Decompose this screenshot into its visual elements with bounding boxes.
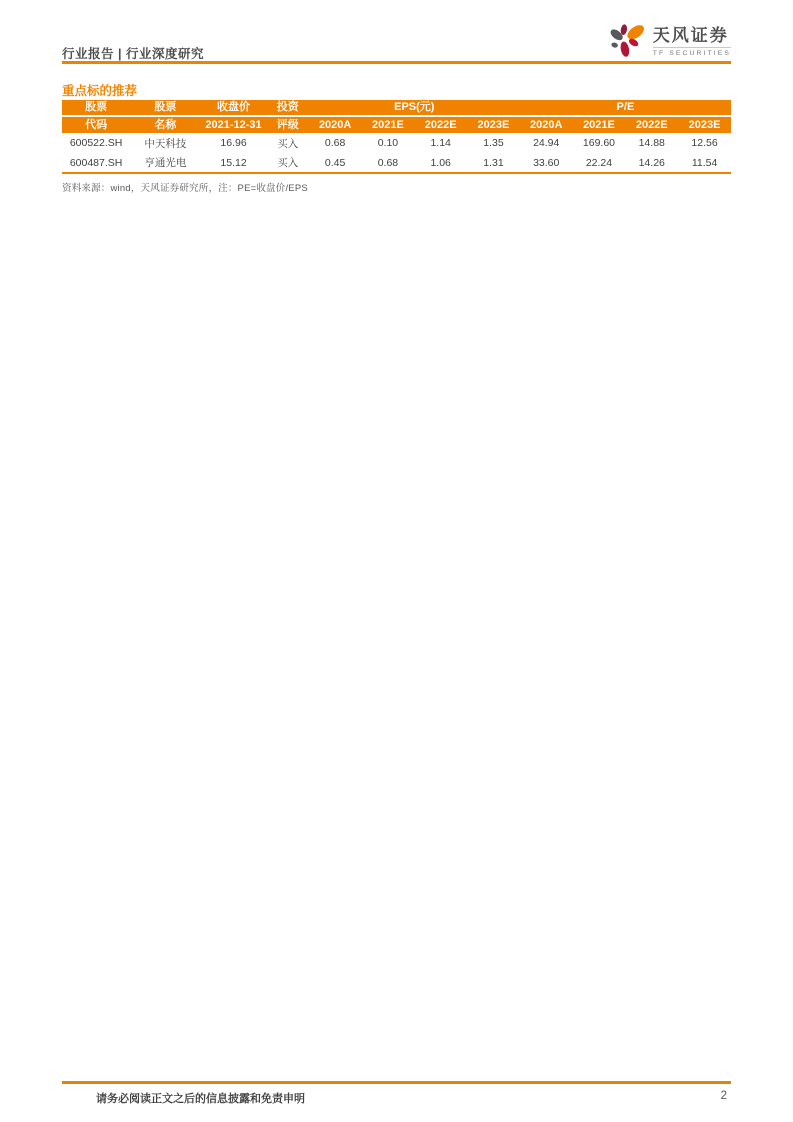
header-close-price-bottom: 2021-12-31	[200, 116, 266, 133]
cell-pe-2020a: 24.94	[520, 133, 573, 153]
cell-eps-2020a: 0.45	[309, 153, 362, 173]
table-header-row-top	[62, 100, 731, 116]
header-rating-bottom: 评级	[267, 116, 309, 133]
header-stock-name-bottom: 名称	[130, 116, 200, 133]
header-stock-code-bottom: 代码	[62, 116, 130, 133]
cell-rating: 买入	[267, 133, 309, 153]
cell-eps-2022e: 1.14	[414, 133, 467, 153]
section-title: 重点标的推荐	[62, 84, 138, 98]
header-eps-group: EPS(元)	[309, 100, 520, 116]
cell-pe-2021e: 169.60	[573, 133, 626, 153]
footer-disclaimer: 请务必阅读正文之后的信息披露和免责申明	[96, 1093, 305, 1105]
cell-stock-code: 600487.SH	[62, 153, 130, 173]
cell-stock-code: 600522.SH	[62, 133, 130, 153]
header-eps-2021e: 2021E	[362, 116, 415, 133]
header-eps-2022e: 2022E	[414, 116, 467, 133]
header-close-price-top: 收盘价	[200, 100, 266, 116]
recommendation-table-container	[62, 100, 731, 194]
header-pe-2023e: 2023E	[678, 116, 731, 133]
breadcrumb: 行业报告 | 行业深度研究	[62, 47, 204, 61]
cell-eps-2020a: 0.68	[309, 133, 362, 153]
table-header-row-bottom	[62, 116, 731, 133]
cell-close-price: 15.12	[200, 153, 266, 173]
tf-flower-icon	[610, 23, 647, 60]
cell-pe-2021e: 22.24	[573, 153, 626, 173]
table-row	[62, 133, 731, 153]
header-pe-group: P/E	[520, 100, 731, 116]
cell-stock-name: 亨通光电	[130, 153, 200, 173]
header-stock-code-top: 股票	[62, 100, 130, 116]
cell-stock-name: 中天科技	[130, 133, 200, 153]
header-stock-name-top: 股票	[130, 100, 200, 116]
header-rating-top: 投资	[267, 100, 309, 116]
cell-pe-2022e: 14.26	[625, 153, 678, 173]
cell-rating: 买入	[267, 153, 309, 173]
recommendation-table	[62, 100, 731, 174]
footer-divider-rule	[62, 1081, 731, 1084]
cell-pe-2020a: 33.60	[520, 153, 573, 173]
logo-text-block	[653, 26, 731, 56]
cell-eps-2022e: 1.06	[414, 153, 467, 173]
cell-eps-2023e: 1.31	[467, 153, 520, 173]
cell-eps-2021e: 0.10	[362, 133, 415, 153]
cell-pe-2022e: 14.88	[625, 133, 678, 153]
source-note: 资料来源：wind，天风证券研究所，注：PE=收盘价/EPS	[62, 183, 308, 194]
header-pe-2021e: 2021E	[573, 116, 626, 133]
logo-chinese-name: 天风证券	[652, 26, 729, 46]
cell-eps-2021e: 0.68	[362, 153, 415, 173]
page-number: 2	[720, 1090, 727, 1102]
header-pe-2020a: 2020A	[520, 116, 573, 133]
header-divider-rule	[62, 61, 731, 64]
cell-close-price: 16.96	[200, 133, 266, 153]
header-pe-2022e: 2022E	[625, 116, 678, 133]
cell-eps-2023e: 1.35	[467, 133, 520, 153]
header-eps-2020a: 2020A	[309, 116, 362, 133]
header-eps-2023e: 2023E	[467, 116, 520, 133]
cell-pe-2023e: 12.56	[678, 133, 731, 153]
cell-pe-2023e: 11.54	[678, 153, 731, 173]
tf-securities-logo	[610, 23, 731, 60]
table-row	[62, 153, 731, 173]
logo-english-name: TF SECURITIES	[653, 47, 731, 57]
